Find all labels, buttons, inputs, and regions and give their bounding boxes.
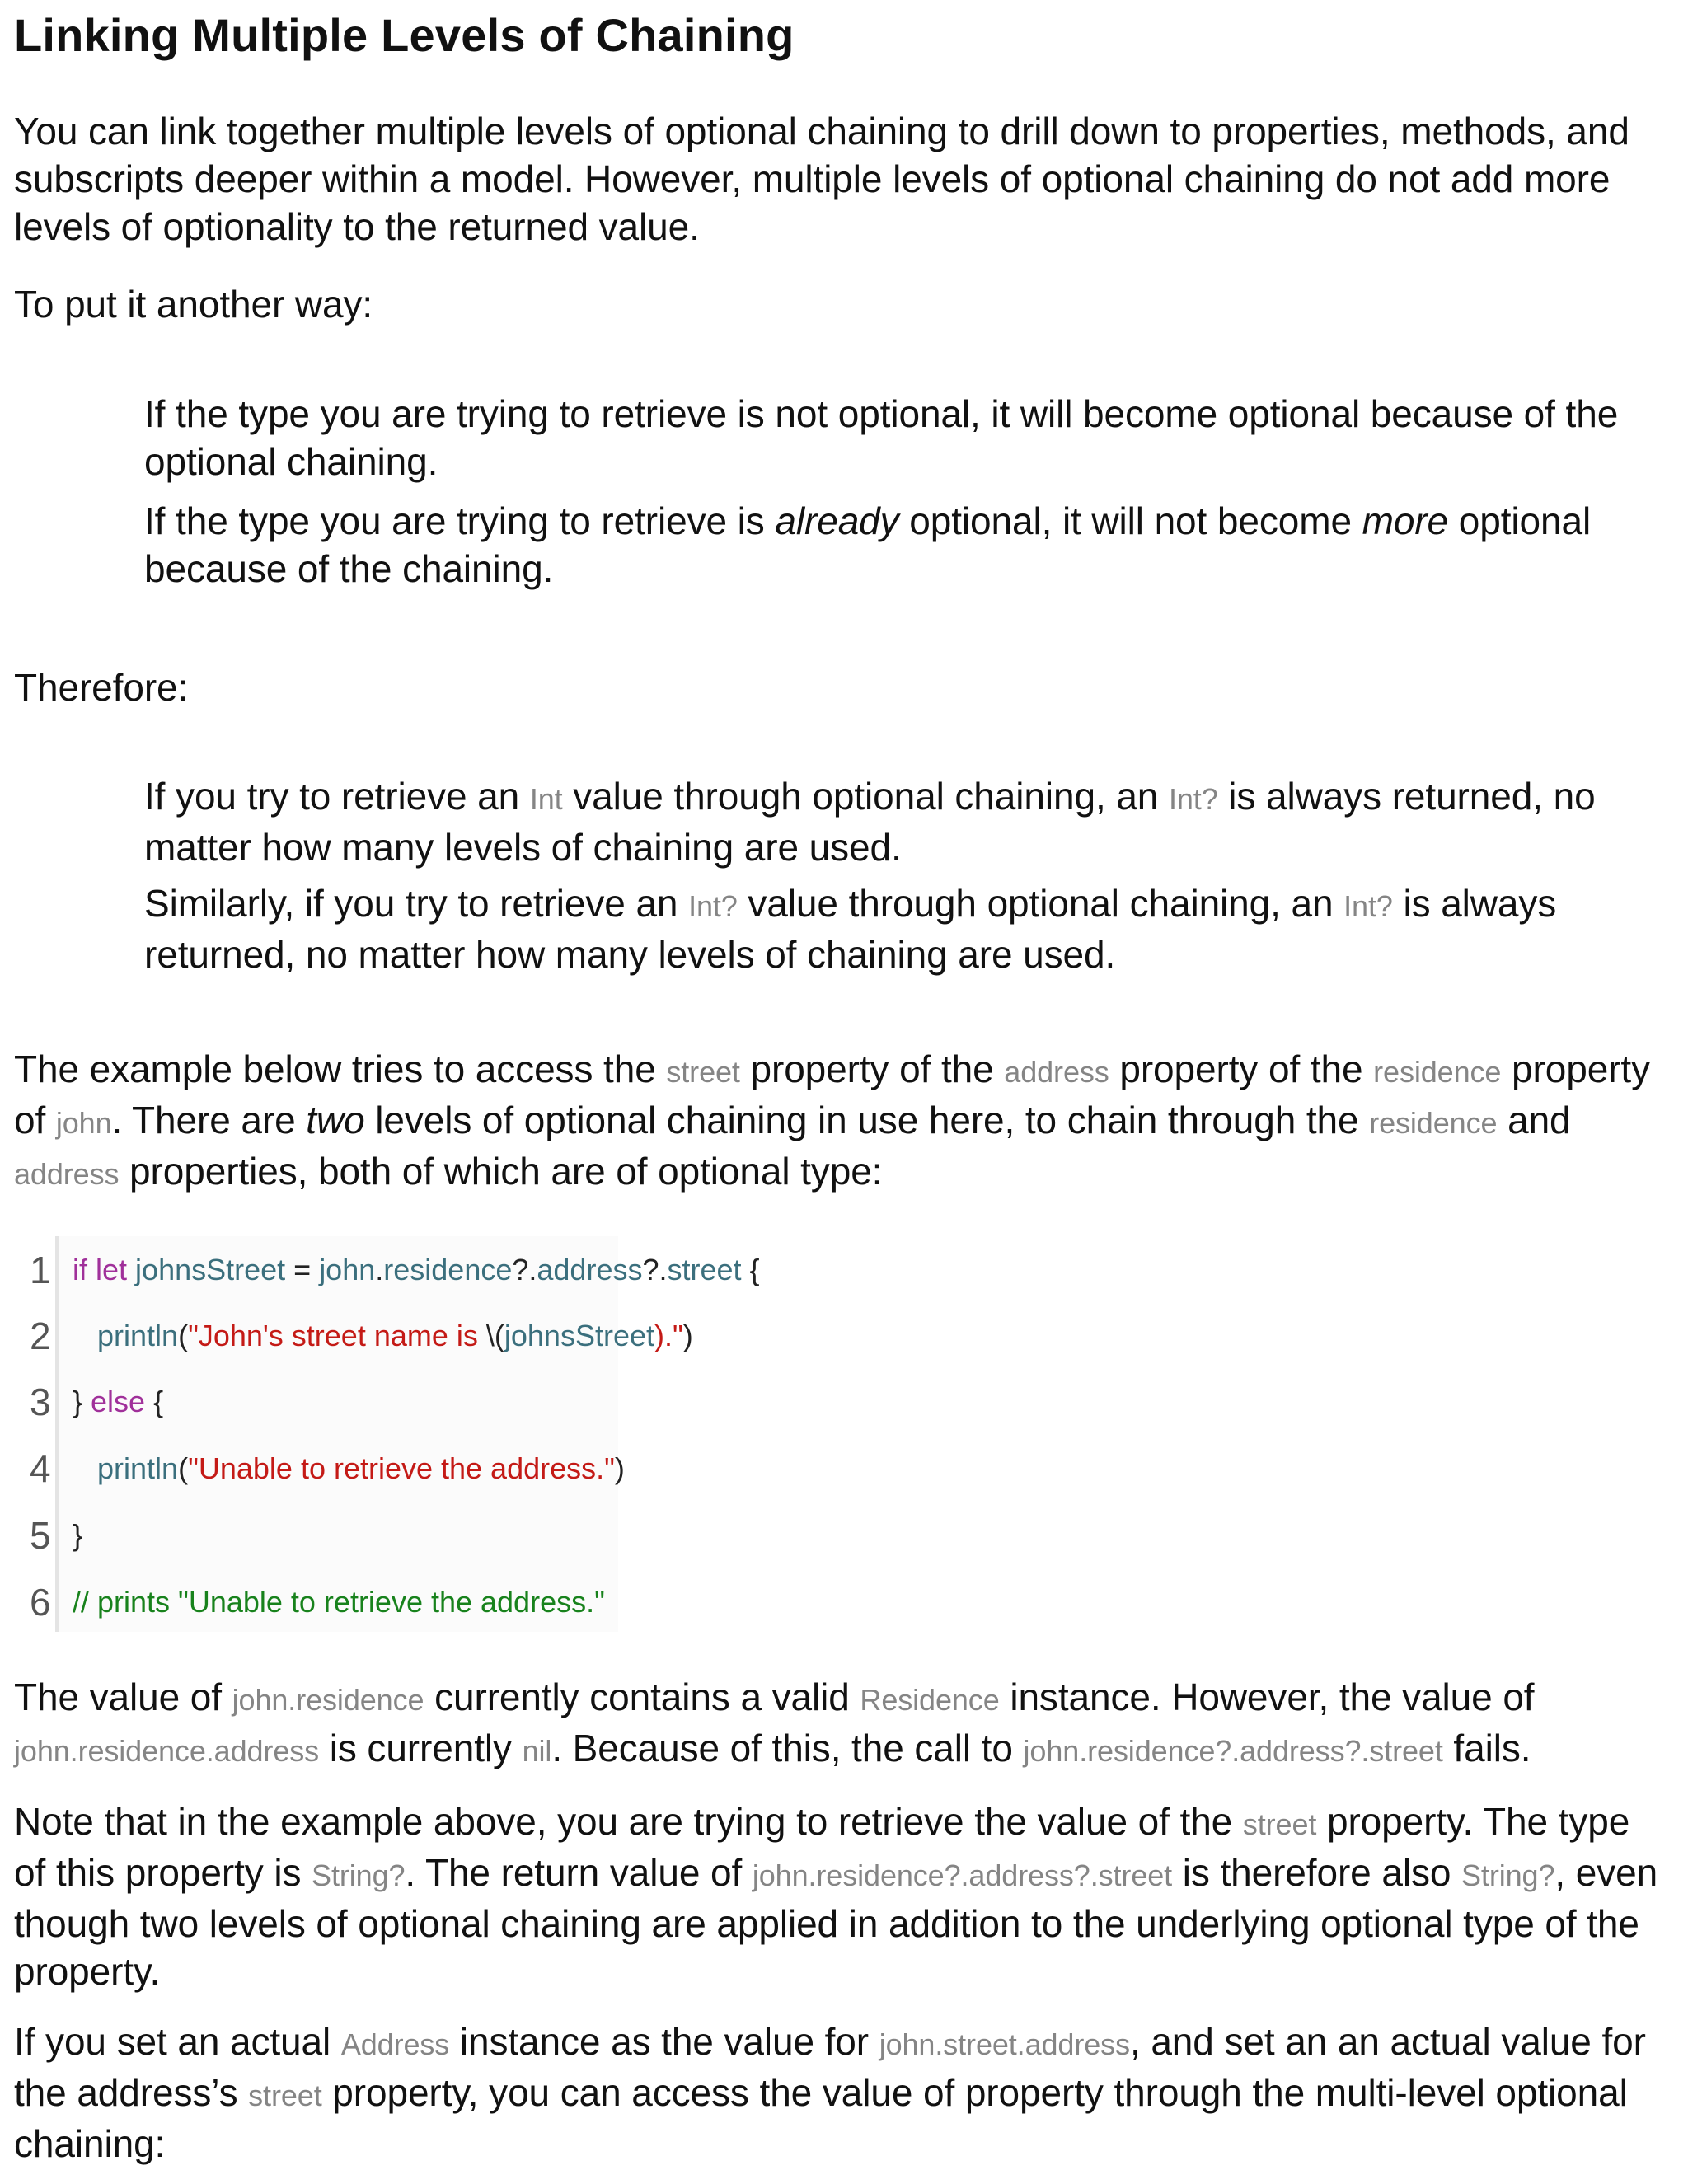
code-string: "John's street name is — [188, 1319, 486, 1352]
text-run: property of — [14, 1047, 1650, 1141]
code-keyword: else — [91, 1385, 146, 1418]
code-text — [73, 1568, 605, 1636]
text-run: property. The type of this property is — [14, 1800, 1630, 1894]
text-run: If the type you are trying to retrieve is — [144, 499, 776, 542]
text-run: properties, both of which are of optional type: — [119, 1150, 883, 1193]
text-run: , even though two levels of optional chaining are applied in addition to the underlying optional type of the property. — [14, 1851, 1658, 1993]
code-token: { — [741, 1253, 760, 1286]
code-string: "Unable to retrieve the address." — [188, 1451, 615, 1485]
code-string: )." — [654, 1319, 683, 1352]
code-identifier: residence — [383, 1253, 513, 1286]
inline-code: String? — [1461, 1858, 1555, 1892]
text-run: . There are — [111, 1099, 307, 1141]
line-number: 3 — [30, 1380, 51, 1423]
code-text — [73, 1502, 82, 1569]
code-function: println — [97, 1319, 179, 1352]
line-number: 5 — [30, 1514, 51, 1557]
code-token: { — [145, 1385, 164, 1418]
text-run: is currently — [319, 1727, 523, 1769]
intro-paragraph: You can link together multiple levels of optional chaining to drill down to properties, methods, and subscripts deeper within a model. However, multiple levels of optional chaining do not add more levels of optionality to the returned value. — [14, 110, 1629, 248]
code-identifier: address — [537, 1253, 643, 1286]
inline-code: john.residence?.address?.street — [1023, 1734, 1443, 1768]
text-run: The example below tries to access the — [14, 1047, 667, 1090]
text-run: property, you can access the value of property through the multi-level optional chaining: — [14, 2071, 1628, 2165]
text-run: currently contains a valid — [424, 1675, 860, 1718]
line-number: 1 — [30, 1249, 51, 1291]
code-keyword: if let — [73, 1253, 128, 1286]
inline-code: Int? — [1343, 889, 1393, 923]
inline-code: Int? — [1168, 782, 1218, 816]
inline-code: john.residence.address — [14, 1734, 320, 1768]
inline-code: residence — [1369, 1106, 1498, 1140]
inline-code: Residence — [860, 1683, 1000, 1717]
code-text — [73, 1236, 760, 1304]
line-number: 6 — [30, 1581, 51, 1624]
text-run: value through optional chaining, an — [737, 882, 1344, 925]
example-intro-paragraph — [14, 1045, 1671, 1198]
inline-code: john.residence?.address?.street — [752, 1858, 1173, 1892]
code-line — [25, 1302, 693, 1370]
bullet-int-optional — [144, 879, 1677, 978]
code-token: ( — [178, 1319, 189, 1352]
code-comment: // prints "Unable to retrieve the address." — [73, 1585, 605, 1619]
rule-not-optional: If the type you are trying to retrieve is not optional, it will become optional because of the optional chaining. — [144, 392, 1619, 483]
text-run: value through optional chaining, an — [562, 775, 1169, 818]
text-run: If you try to retrieve an — [144, 775, 530, 818]
code-function: println — [97, 1451, 179, 1485]
text-run: instance as the value for — [449, 2020, 879, 2063]
code-text — [73, 1368, 163, 1436]
code-token: = — [285, 1253, 320, 1286]
inline-code: john.street.address — [879, 2027, 1130, 2061]
emphasis-already: already — [775, 499, 899, 542]
set-address-paragraph — [14, 2018, 1671, 2168]
text-run: is therefore also — [1172, 1851, 1462, 1894]
inline-code: address — [14, 1157, 120, 1191]
code-line — [25, 1568, 618, 1636]
code-identifier: johnsStreet — [504, 1319, 654, 1352]
text-run: property of the — [1109, 1047, 1374, 1090]
text-run: . Because of this, the call to — [551, 1727, 1024, 1769]
text-run: is always returned, no matter how many levels of chaining are used. — [144, 882, 1557, 976]
line-number: 2 — [30, 1315, 51, 1357]
code-line — [25, 1368, 618, 1436]
code-text — [73, 1302, 693, 1370]
bullet-int — [144, 772, 1677, 871]
code-token: \( — [485, 1319, 504, 1352]
type-note-paragraph — [14, 1797, 1671, 1995]
code-token: } — [73, 1518, 83, 1552]
code-token — [73, 1451, 97, 1485]
inline-code: String? — [312, 1858, 406, 1892]
text-run: property of the — [739, 1047, 1005, 1090]
emphasis-two: two — [306, 1099, 365, 1141]
text-run: levels of optional chaining in use here, to chain through the — [364, 1099, 1370, 1141]
section-heading: Linking Multiple Levels of Chaining — [14, 9, 795, 61]
text-run: The value of — [14, 1675, 232, 1718]
result-paragraph — [14, 1673, 1671, 1775]
inline-code: nil — [522, 1734, 552, 1768]
inline-code: john — [55, 1106, 112, 1140]
inline-code: street — [666, 1055, 740, 1089]
text-run: , and set an an actual value for the address’s — [14, 2020, 1646, 2114]
text-run: If you set an actual — [14, 2020, 341, 2063]
text-run: instance. However, the value of — [999, 1675, 1535, 1718]
text-run: fails. — [1442, 1727, 1531, 1769]
code-line — [25, 1236, 760, 1304]
line-number: 4 — [30, 1447, 51, 1490]
code-line — [25, 1435, 625, 1502]
text-run: and — [1497, 1099, 1571, 1141]
text-run: Similarly, if you try to retrieve an — [144, 882, 689, 925]
inline-code: address — [1004, 1055, 1109, 1089]
code-identifier: johnsStreet — [135, 1253, 286, 1286]
inline-code: street — [248, 2079, 322, 2112]
emphasis-more: more — [1362, 499, 1449, 542]
text-run: . The return value of — [405, 1851, 753, 1894]
inline-code: street — [1242, 1807, 1317, 1841]
inline-code: Address — [340, 2027, 450, 2061]
inline-code: Int? — [688, 889, 738, 923]
code-line — [25, 1502, 618, 1569]
code-token: . — [375, 1253, 384, 1286]
code-token — [73, 1319, 97, 1352]
lead-in-paragraph: To put it another way: — [14, 283, 373, 326]
code-identifier: john — [319, 1253, 376, 1286]
code-token — [127, 1253, 135, 1286]
code-token: ( — [178, 1451, 189, 1485]
code-token: ) — [682, 1319, 693, 1352]
text-run: optional because of the chaining. — [144, 499, 1592, 590]
code-token: ?. — [642, 1253, 668, 1286]
code-token: ?. — [512, 1253, 537, 1286]
text-run: optional, it will not become — [898, 499, 1362, 542]
code-text — [73, 1435, 625, 1502]
therefore-paragraph: Therefore: — [14, 666, 189, 709]
code-token: ) — [614, 1451, 625, 1485]
inline-code: residence — [1373, 1055, 1502, 1089]
code-block — [25, 1236, 760, 1632]
code-token: } — [73, 1385, 91, 1418]
code-identifier: street — [667, 1253, 742, 1286]
text-run: is always returned, no matter how many levels of chaining are used. — [144, 775, 1596, 869]
inline-code: Int — [529, 782, 563, 816]
inline-code: john.residence — [232, 1683, 424, 1717]
rule-already-optional — [144, 497, 1677, 593]
text-run: Note that in the example above, you are trying to retrieve the value of the — [14, 1800, 1243, 1843]
